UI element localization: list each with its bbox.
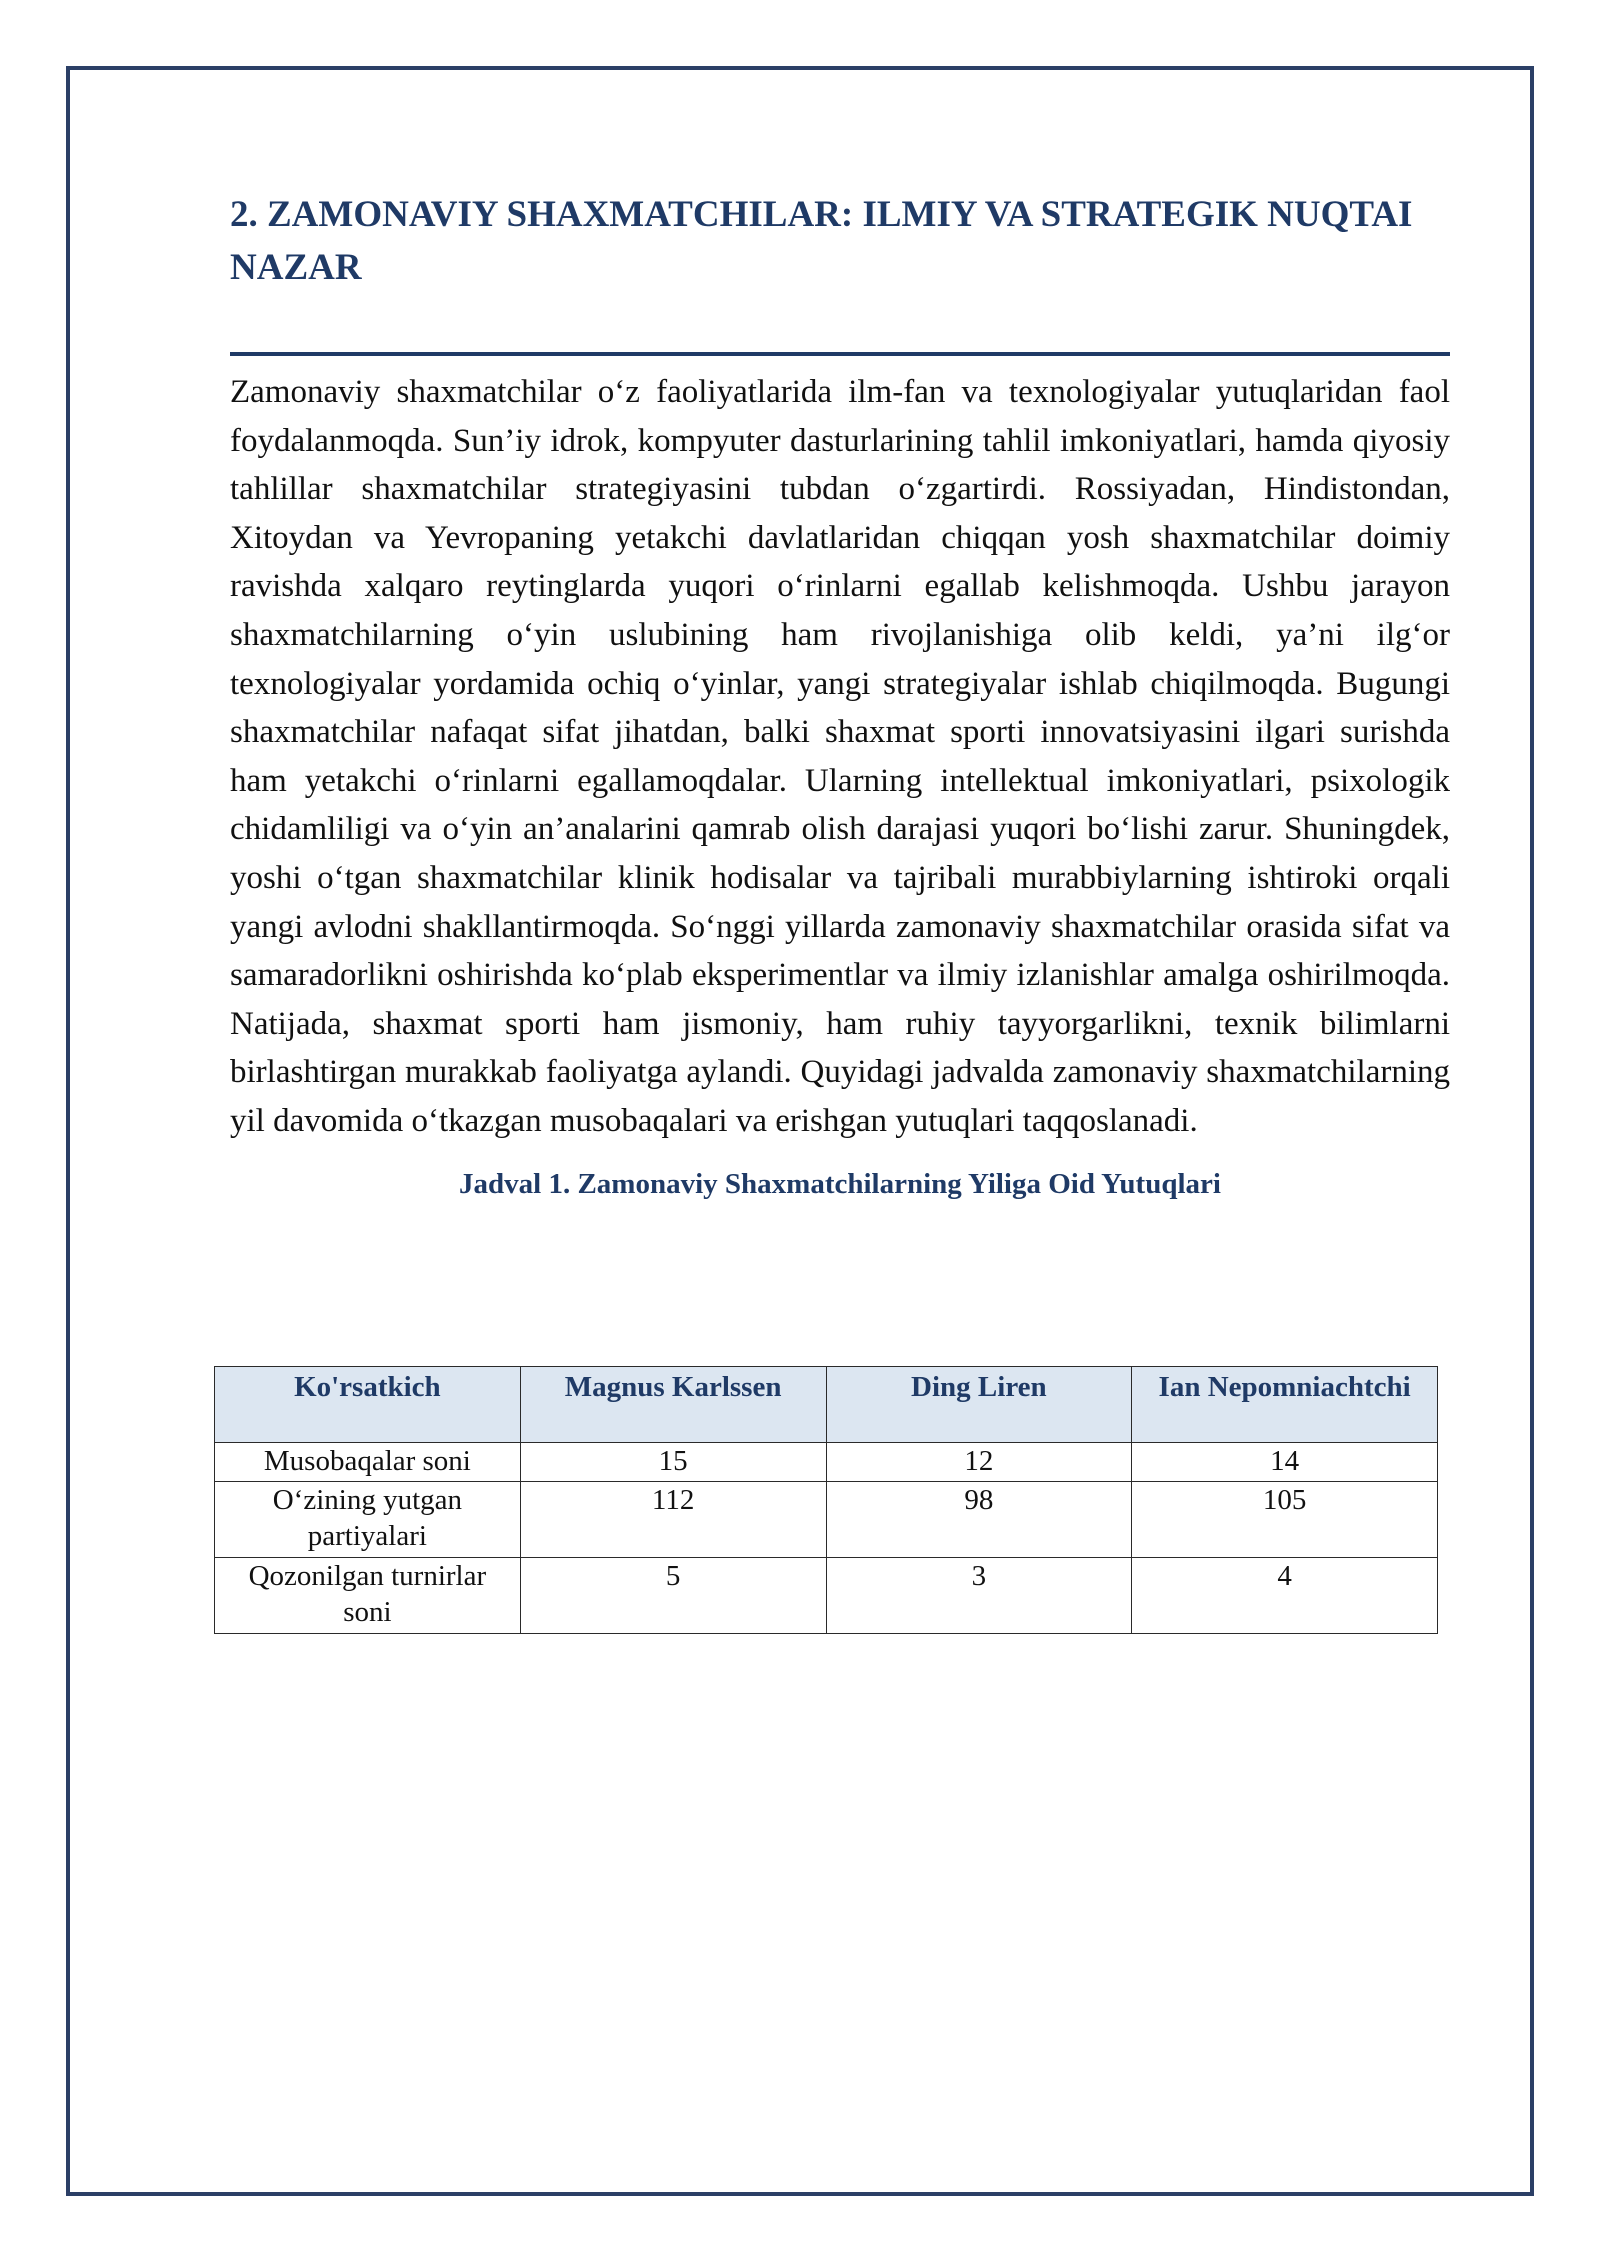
table-row [215,1482,1438,1558]
table-cell: 5 [520,1558,826,1634]
body-paragraph: Zamonaviy shaxmatchilar o‘z faoliyatlarida ilm-fan va texnologiyalar yutuqlaridan faol foydalanmoqda. Sun’iy idrok, kompyuter dasturlarining tahlil imkoniyatlari, hamda qiyosiy tahlillar shaxmatchilar strategiyasini tubdan o‘zgartirdi. Rossiyadan, Hindistondan, Xitoydan va Yevropaning yetakchi davlatlaridan chiqqan yosh shaxmatchilar doimiy ravishda xalqaro reytinglarda yuqori o‘rinlarni egallab kelishmoqda. Ushbu jarayon shaxmatchilarning o‘yin uslubining ham rivojlanishiga olib keldi, ya’ni ilg‘or texnologiyalar yordamida ochiq o‘yinlar, yangi strategiyalar ishlab chiqilmoqda. Bugungi shaxmatchilar nafaqat sifat jihatdan, balki shaxmat sporti innovatsiyasini ilgari surishda ham yetakchi o‘rinlarni egallamoqdalar. Ularning intellektual imkoniyatlari, psixologik chidamliligi va o‘yin an’analarini qamrab olish darajasi yuqori bo‘lishi zarur. Shuningdek, yoshi o‘tgan shaxmatchilar klinik hodisalar va tajribali murabbiylarning ishtiroki orqali yangi avlodni shakllantirmoqda. So‘nggi yillarda zamonaviy shaxmatchilar orasida sifat va samaradorlikni oshirishda ko‘plab eksperimentlar va ilmiy izlanishlar amalga oshirilmoqda. Natijada, shaxmat sporti ham jismoniy, ham ruhiy tayyorgarlikni, texnik bilimlarni birlashtirgan murakkab faoliyatga aylandi. Quyidagi jadvalda zamonaviy shaxmatchilarning yil davomida o‘tkazgan musobaqalari va erishgan yutuqlari taqqoslanadi. [230,374,1450,1139]
row-label: Qozonilgan turnirlar soni [215,1558,521,1634]
row-label: O‘zining yutgan partiyalari [215,1482,521,1558]
table-row [215,1558,1438,1634]
table-cell: 3 [826,1558,1132,1634]
table-cell: 12 [826,1443,1132,1482]
table-header-row [215,1367,1438,1443]
header-player-2: Ding Liren [826,1367,1132,1443]
table-caption: Jadval 1. Zamonaviy Shaxmatchilarning Yiliga Oid Yutuqlari [459,1167,1221,1200]
page-content [230,188,1450,1204]
table-cell: 15 [520,1443,826,1482]
section-heading: 2. ZAMONAVIY SHAXMATCHILAR: ILMIY VA STRATEGIK NUQTAI NAZAR [230,194,1413,288]
header-player-3: Ian Nepomniachtchi [1132,1367,1438,1443]
row-label: Musobaqalar soni [215,1443,521,1482]
header-player-1: Magnus Karlssen [520,1367,826,1443]
table-cell: 112 [520,1482,826,1558]
table-row [215,1443,1438,1482]
heading-divider [230,352,1450,356]
achievements-table [214,1366,1438,1634]
header-indicator: Ko'rsatkich [215,1367,521,1443]
table-cell: 98 [826,1482,1132,1558]
table-cell: 14 [1132,1443,1438,1482]
table-cell: 4 [1132,1558,1438,1634]
table-cell: 105 [1132,1482,1438,1558]
